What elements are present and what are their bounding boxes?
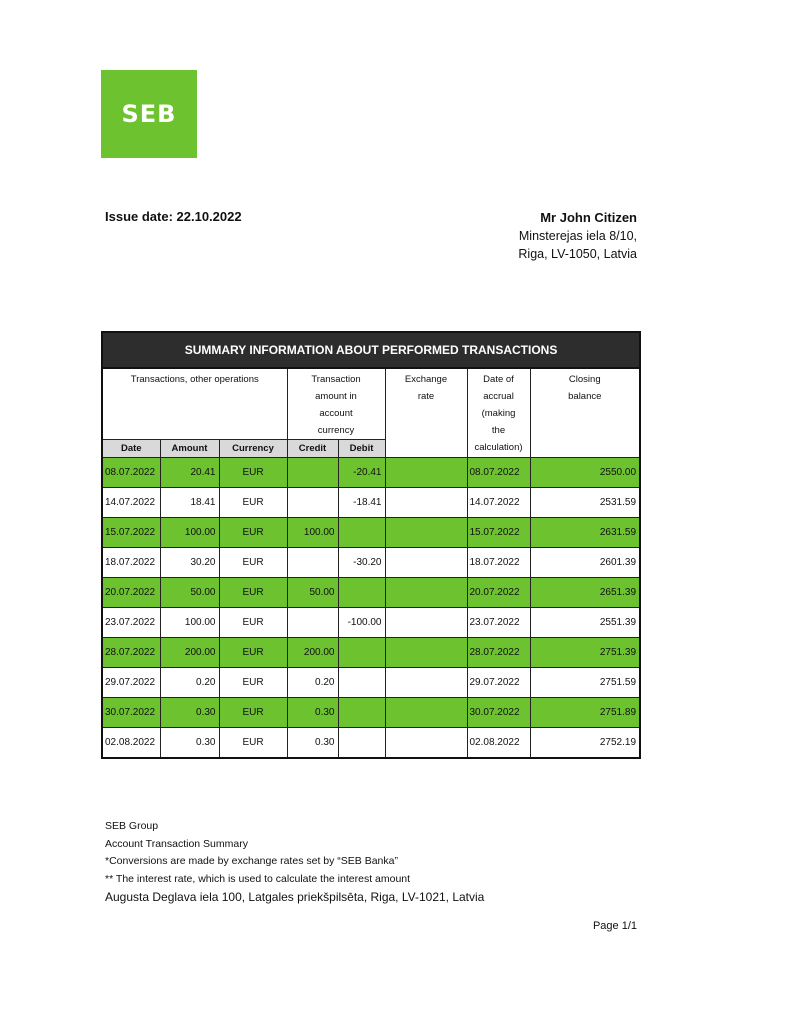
header-exchange-rate	[385, 368, 467, 458]
cell-accrual: 28.07.2022	[467, 638, 530, 668]
cell-amount: 200.00	[160, 638, 219, 668]
cell-accrual: 02.08.2022	[467, 728, 530, 759]
cell-amount: 18.41	[160, 488, 219, 518]
seb-logo-text: SEB	[121, 100, 177, 128]
cell-currency: EUR	[219, 608, 287, 638]
header-tx-amount	[287, 368, 385, 440]
cell-closing: 2751.89	[530, 698, 640, 728]
subheader-credit: Credit	[287, 440, 338, 458]
cell-accrual: 08.07.2022	[467, 458, 530, 488]
cell-date: 18.07.2022	[102, 548, 160, 578]
cell-date: 14.07.2022	[102, 488, 160, 518]
cell-rate	[385, 698, 467, 728]
header-closing-line1: Closing	[568, 374, 601, 385]
footer-company: SEB Group	[105, 820, 159, 832]
cell-currency: EUR	[219, 548, 287, 578]
cell-accrual: 18.07.2022	[467, 548, 530, 578]
cell-currency: EUR	[219, 458, 287, 488]
header-tx-amount-line3: account	[319, 408, 353, 419]
cell-date: 23.07.2022	[102, 608, 160, 638]
table-row	[102, 488, 640, 518]
cell-amount: 0.30	[160, 728, 219, 759]
cell-amount: 0.30	[160, 698, 219, 728]
cell-debit: -100.00	[338, 608, 385, 638]
header-accrual-line3: (making	[481, 408, 516, 419]
header-accrual-line4: the	[491, 425, 506, 436]
cell-date: 02.08.2022	[102, 728, 160, 759]
cell-amount: 30.20	[160, 548, 219, 578]
cell-credit	[287, 608, 338, 638]
cell-credit: 0.20	[287, 668, 338, 698]
cell-amount: 0.20	[160, 668, 219, 698]
subheader-amount: Amount	[160, 440, 219, 458]
cell-closing: 2601.39	[530, 548, 640, 578]
table-row	[102, 548, 640, 578]
header-transactions-text: Transactions, other operations	[130, 374, 259, 385]
cell-currency: EUR	[219, 728, 287, 759]
cell-rate	[385, 578, 467, 608]
cell-rate	[385, 458, 467, 488]
cell-debit	[338, 578, 385, 608]
cell-closing: 2752.19	[530, 728, 640, 759]
header-closing-balance	[530, 368, 640, 458]
cell-rate	[385, 548, 467, 578]
cell-date: 08.07.2022	[102, 458, 160, 488]
cell-credit	[287, 548, 338, 578]
header-accrual-line2: accrual	[483, 391, 514, 402]
cell-accrual: 29.07.2022	[467, 668, 530, 698]
subheader-currency: Currency	[219, 440, 287, 458]
header-accrual-line1: Date of	[483, 374, 514, 385]
recipient-address-line1: Minsterejas iela 8/10,	[518, 229, 637, 243]
cell-accrual: 15.07.2022	[467, 518, 530, 548]
cell-currency: EUR	[219, 668, 287, 698]
cell-accrual: 30.07.2022	[467, 698, 530, 728]
cell-credit: 200.00	[287, 638, 338, 668]
cell-currency: EUR	[219, 578, 287, 608]
recipient-block	[518, 209, 637, 263]
cell-credit: 100.00	[287, 518, 338, 548]
cell-amount: 50.00	[160, 578, 219, 608]
cell-credit: 0.30	[287, 698, 338, 728]
cell-amount: 20.41	[160, 458, 219, 488]
footer-document-name: Account Transaction Summary	[105, 837, 248, 850]
table-title: SUMMARY INFORMATION ABOUT PERFORMED TRANSACTIONS	[102, 332, 640, 368]
table-row	[102, 458, 640, 488]
cell-date: 30.07.2022	[102, 698, 160, 728]
cell-credit: 50.00	[287, 578, 338, 608]
header-accrual-date	[467, 368, 530, 458]
cell-date: 28.07.2022	[102, 638, 160, 668]
cell-accrual: 14.07.2022	[467, 488, 530, 518]
page-number: Page 1/1	[592, 920, 637, 932]
cell-closing: 2751.59	[530, 668, 640, 698]
header-exchange-line2: rate	[417, 391, 435, 402]
cell-debit	[338, 728, 385, 759]
cell-closing: 2631.59	[530, 518, 640, 548]
cell-rate	[385, 608, 467, 638]
footer-note-interest: ** The interest rate, which is used to calculate the interest amount	[105, 872, 411, 885]
table-row	[102, 518, 640, 548]
cell-amount: 100.00	[160, 518, 219, 548]
cell-date: 20.07.2022	[102, 578, 160, 608]
cell-amount: 100.00	[160, 608, 219, 638]
cell-currency: EUR	[219, 698, 287, 728]
cell-debit: -18.41	[338, 488, 385, 518]
cell-rate	[385, 668, 467, 698]
cell-debit	[338, 518, 385, 548]
cell-currency: EUR	[219, 518, 287, 548]
footer-note-conversions: *Conversions are made by exchange rates set by “SEB Banka”	[105, 855, 398, 867]
issue-date: Issue date: 22.10.2022	[105, 209, 242, 224]
cell-closing: 2531.59	[530, 488, 640, 518]
cell-closing: 2651.39	[530, 578, 640, 608]
header-tx-amount-line1: Transaction	[311, 374, 361, 385]
recipient-name: Mr John Citizen	[540, 210, 637, 225]
transactions-table	[101, 331, 641, 759]
subheader-date: Date	[102, 440, 160, 458]
cell-date: 15.07.2022	[102, 518, 160, 548]
cell-currency: EUR	[219, 488, 287, 518]
cell-rate	[385, 728, 467, 759]
header-transactions	[102, 368, 287, 440]
cell-debit: -30.20	[338, 548, 385, 578]
cell-credit	[287, 458, 338, 488]
cell-accrual: 20.07.2022	[467, 578, 530, 608]
table-row	[102, 728, 640, 759]
header-tx-amount-line2: amount in	[315, 391, 357, 402]
header-exchange-line1: Exchange	[404, 374, 448, 385]
cell-debit	[338, 698, 385, 728]
cell-rate	[385, 488, 467, 518]
table-row	[102, 608, 640, 638]
recipient-address-line2: Riga, LV-1050, Latvia	[518, 247, 637, 261]
table-row	[102, 638, 640, 668]
table-row	[102, 578, 640, 608]
cell-closing: 2551.39	[530, 608, 640, 638]
cell-currency: EUR	[219, 638, 287, 668]
seb-logo	[101, 70, 197, 158]
cell-debit	[338, 668, 385, 698]
cell-credit: 0.30	[287, 728, 338, 759]
cell-credit	[287, 488, 338, 518]
cell-rate	[385, 638, 467, 668]
header-accrual-line5: calculation)	[474, 442, 523, 453]
header-closing-line2: balance	[568, 391, 602, 402]
footer-block	[105, 818, 484, 907]
cell-date: 29.07.2022	[102, 668, 160, 698]
table-row	[102, 668, 640, 698]
subheader-debit: Debit	[338, 440, 385, 458]
cell-closing: 2751.39	[530, 638, 640, 668]
cell-rate	[385, 518, 467, 548]
cell-accrual: 23.07.2022	[467, 608, 530, 638]
transactions-body	[102, 458, 640, 759]
cell-debit	[338, 638, 385, 668]
cell-debit: -20.41	[338, 458, 385, 488]
footer-address: Augusta Deglava iela 100, Latgales priekšpilsēta, Riga, LV-1021, Latvia	[105, 890, 485, 904]
header-tx-amount-line4: currency	[317, 425, 355, 436]
table-row	[102, 698, 640, 728]
cell-closing: 2550.00	[530, 458, 640, 488]
